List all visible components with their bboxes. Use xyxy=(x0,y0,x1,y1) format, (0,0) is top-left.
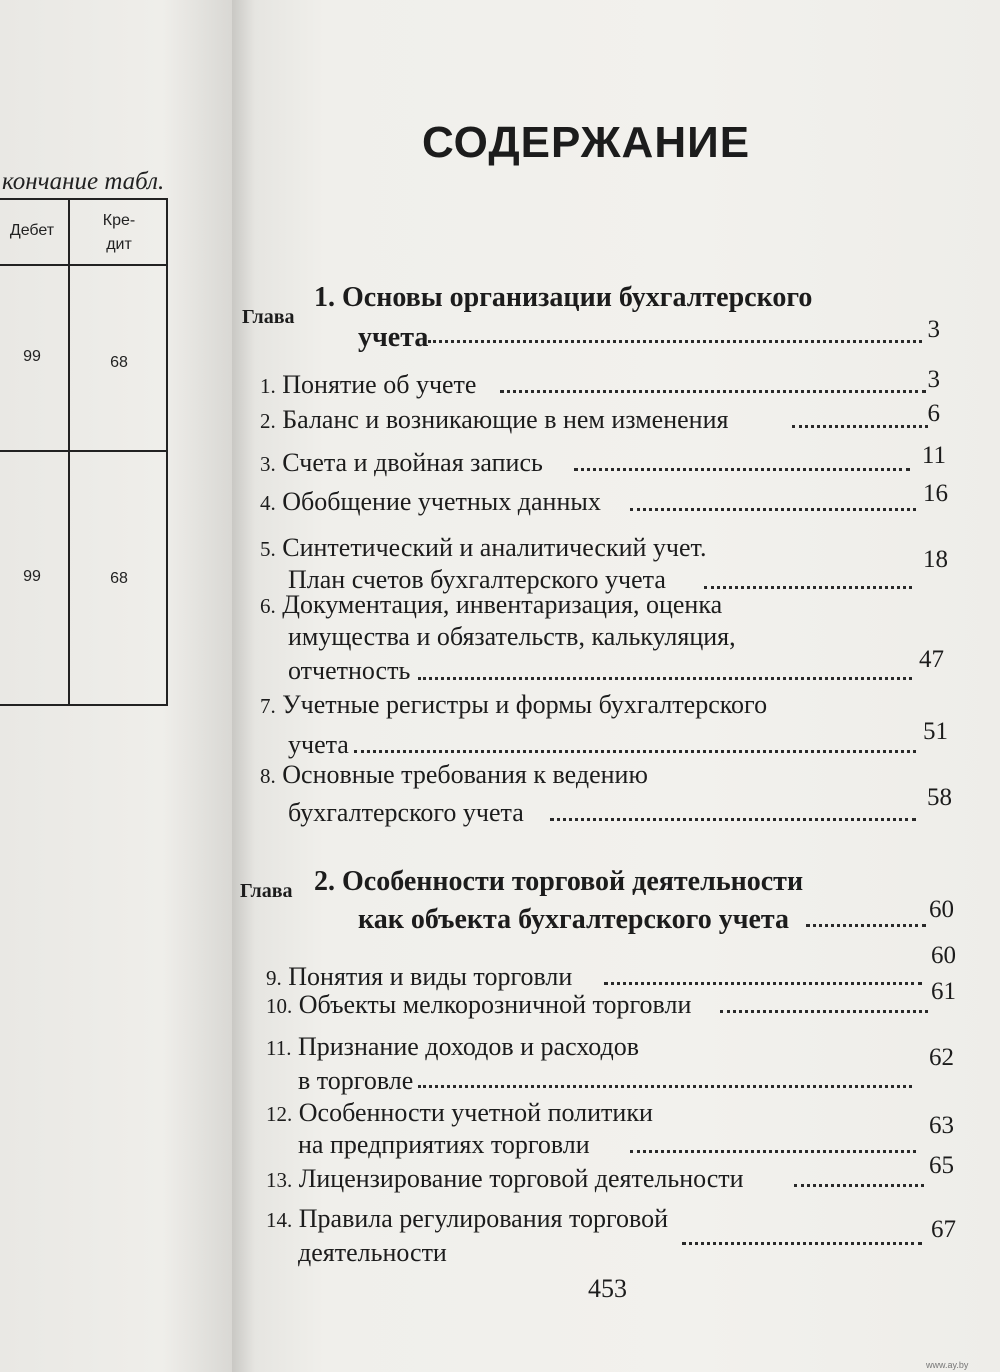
toc-page-number: 47 xyxy=(919,646,944,673)
table-cell-credit: 68 xyxy=(110,354,128,371)
dot-leader xyxy=(794,1184,924,1187)
toc-entry-continuation: на предприятиях торговли xyxy=(298,1130,590,1159)
page-title: СОДЕРЖАНИЕ xyxy=(422,118,751,167)
chapter-title-line: 1. Основы организации бухгалтерского xyxy=(314,282,813,313)
toc-entry-number: 3. xyxy=(260,452,276,476)
toc-entry-title: Объекты мелкорозничной торговли xyxy=(298,990,692,1019)
toc-page-number: 58 xyxy=(927,784,952,811)
toc-entry-title: Признание доходов и расходов xyxy=(297,1032,640,1061)
dot-leader xyxy=(806,924,926,927)
right-page xyxy=(232,0,1000,1372)
toc-entry xyxy=(260,760,648,790)
left-page xyxy=(0,0,232,1372)
toc-entry-number: 7. xyxy=(260,694,276,718)
table-header-credit-2: дит xyxy=(106,236,132,253)
chapter-title-line: 2. Особенности торговой деятельности xyxy=(314,866,804,897)
toc-entry-title: Понятие об учете xyxy=(282,370,477,399)
dot-leader xyxy=(604,982,922,985)
toc-entry-number: 12. xyxy=(266,1102,293,1126)
dot-leader xyxy=(550,818,916,821)
toc-page-number: 3 xyxy=(927,366,940,393)
dot-leader xyxy=(704,586,912,589)
toc-entry xyxy=(260,448,543,478)
toc-entry-number: 14. xyxy=(266,1208,293,1232)
toc-page-number: 18 xyxy=(923,546,948,573)
toc-page-number: 3 xyxy=(927,316,940,343)
toc-entry-number: 13. xyxy=(266,1168,293,1192)
page-number-footer: 453 xyxy=(588,1274,627,1303)
toc-entry-continuation: учета xyxy=(288,730,349,759)
dot-leader xyxy=(630,508,916,511)
toc-page-number: 65 xyxy=(929,1152,954,1179)
chapter-label: Глава xyxy=(242,306,295,328)
left-table xyxy=(0,198,168,706)
toc-entry-title: Обобщение учетных данных xyxy=(282,487,601,516)
toc-entry-number: 6. xyxy=(260,594,276,618)
dot-leader xyxy=(428,340,922,343)
toc-entry-number: 9. xyxy=(266,966,282,990)
toc-entry-title: Документация, инвентаризация, оценка xyxy=(282,590,723,619)
toc-entry-number: 2. xyxy=(260,409,276,433)
chapter-label: Глава xyxy=(240,880,293,902)
table-caption: кончание табл. xyxy=(2,168,165,195)
toc-entry xyxy=(266,1204,668,1234)
toc-entry-continuation: деятельности xyxy=(298,1238,447,1267)
toc-page-number: 16 xyxy=(923,480,948,507)
toc-entry-title: Счета и двойная запись xyxy=(282,448,543,477)
toc-entry-continuation: отчетность xyxy=(288,656,411,685)
toc-entry-number: 5. xyxy=(260,537,276,561)
toc-entry-number: 8. xyxy=(260,764,276,788)
table-header-debit: Дебет xyxy=(9,222,55,239)
toc-page-number: 60 xyxy=(929,896,954,923)
toc-entry-title: Баланс и возникающие в нем изменения xyxy=(282,405,729,434)
toc-entry-continuation: имущества и обязательств, калькуляция, xyxy=(288,622,736,651)
dot-leader xyxy=(720,1010,928,1013)
toc-page-number: 6 xyxy=(927,400,940,427)
toc-entry-title: Лицензирование торговой деятельности xyxy=(298,1164,744,1193)
table-cell-credit: 68 xyxy=(110,570,128,587)
toc-page-number: 11 xyxy=(921,442,946,469)
toc-entry-title: Синтетический и аналитический учет. xyxy=(282,533,707,562)
chapter-title-line: учета xyxy=(358,322,429,353)
toc-entry-number: 1. xyxy=(260,374,276,398)
dot-leader xyxy=(682,1242,922,1245)
table-cell-debit: 99 xyxy=(23,568,41,585)
toc-entry xyxy=(266,1164,744,1194)
toc-entry-number: 10. xyxy=(266,994,293,1018)
toc-entry-title: Учетные регистры и формы бухгалтерского xyxy=(282,690,768,719)
toc-page-number: 62 xyxy=(929,1044,954,1071)
toc-entry xyxy=(260,487,601,517)
toc-page-number: 63 xyxy=(929,1112,954,1139)
toc-entry xyxy=(266,990,691,1020)
toc-page-number: 67 xyxy=(931,1216,956,1243)
toc-entry-continuation: бухгалтерского учета xyxy=(288,798,524,827)
toc-page-number: 60 xyxy=(931,942,956,969)
toc-entry xyxy=(266,1032,639,1062)
toc-entry-number: 11. xyxy=(266,1036,292,1060)
toc-entry-title: Основные требования к ведению xyxy=(282,760,648,789)
toc-entry-title: Понятия и виды торговли xyxy=(288,962,573,991)
dot-leader xyxy=(418,1085,912,1088)
table-header-credit-1: Кре- xyxy=(102,212,136,229)
dot-leader xyxy=(354,750,916,753)
chapter-title-line: как объекта бухгалтерского учета xyxy=(358,904,790,935)
dot-leader xyxy=(574,468,910,471)
toc-entry xyxy=(266,1098,653,1128)
toc-entry xyxy=(260,533,706,563)
table-cell-debit: 99 xyxy=(23,348,41,365)
dot-leader xyxy=(630,1150,916,1153)
toc-entry xyxy=(260,370,476,400)
toc-entry xyxy=(260,590,722,620)
toc-entry-number: 4. xyxy=(260,491,276,515)
watermark: www.ay.by xyxy=(926,1360,969,1370)
dot-leader xyxy=(500,390,926,393)
toc-entry xyxy=(260,690,767,720)
toc-entry-title: Особенности учетной политики xyxy=(298,1098,653,1127)
toc-entry-continuation: в торговле xyxy=(298,1066,414,1095)
toc-entry-continuation: План счетов бухгалтерского учета xyxy=(288,565,666,594)
toc-entry xyxy=(260,405,728,435)
toc-entry xyxy=(266,962,572,992)
toc-entry-title: Правила регулирования торговой xyxy=(298,1204,669,1233)
toc-page-number: 51 xyxy=(923,718,948,745)
toc-page-number: 61 xyxy=(931,978,956,1005)
dot-leader xyxy=(418,677,912,680)
